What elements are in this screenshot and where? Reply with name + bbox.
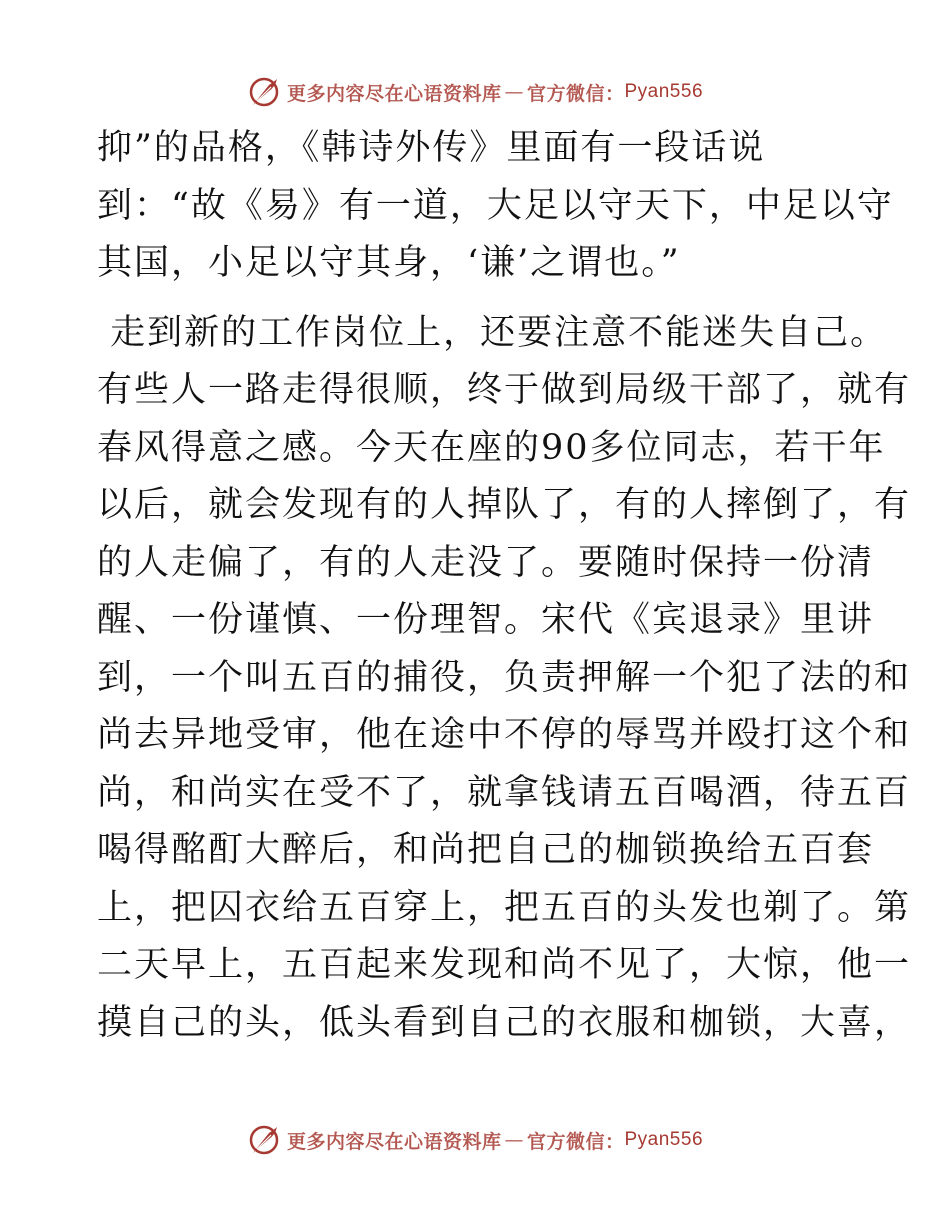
watermark-text: 更多内容尽在心语资料库 <box>286 82 502 105</box>
watermark-id: Pyan556 <box>624 1129 704 1150</box>
text-line: 其国，小足以守其身，‘谦’之谓也。” <box>97 243 681 283</box>
watermark-separator: — <box>504 1129 524 1151</box>
quill-circle-logo-icon <box>247 1123 281 1157</box>
watermark-label: 官方微信： <box>526 82 625 105</box>
paragraph-2 <box>97 305 912 1053</box>
quill-circle-logo-icon <box>247 75 281 109</box>
text-line: 摸自己的头，低头看到自己的衣服和枷锁，大喜， <box>97 1002 912 1043</box>
text-line: 上，把囚衣给五百穿上，把五百的头发也剃了。第 <box>97 887 912 928</box>
watermark-separator: — <box>504 81 524 103</box>
header-watermark <box>0 72 950 112</box>
text-line: 的人走偏了，有的人走没了。要随时保持一份清 <box>97 542 875 583</box>
footer-watermark <box>0 1120 950 1160</box>
watermark-id: Pyan556 <box>624 81 704 102</box>
text-line: 醒、一份谨慎、一份理智。宋代《宾退录》里讲 <box>97 600 875 640</box>
document-body <box>97 120 912 1052</box>
text-line: 二天早上，五百起来发现和尚不见了，大惊，他一 <box>97 945 912 985</box>
text-line: 到：“故《易》有一道，大足以守天下，中足以守 <box>97 185 894 226</box>
text-line: 抑”的品格，《韩诗外传》里面有一段话说 <box>97 128 766 168</box>
text-line: 有些人一路走得很顺，终于做到局级干部了，就有 <box>97 370 912 410</box>
watermark-text: 更多内容尽在心语资料库 <box>286 1130 502 1153</box>
text-line: 以后，就会发现有的人掉队了，有的人摔倒了，有 <box>97 485 912 525</box>
paragraph-1 <box>97 120 894 293</box>
text-line: 尚去异地受审，他在途中不停的辱骂并殴打这个和 <box>97 715 912 755</box>
text-line: 尚，和尚实在受不了，就拿钱请五百喝酒，待五百 <box>97 772 912 813</box>
text-line: 春风得意之感。今天在座的90多位同志，若干年 <box>97 427 886 468</box>
text-line: 走到新的工作岗位上，还要注意不能迷失自己。 <box>97 312 888 353</box>
text-line: 到，一个叫五百的捕役，负责押解一个犯了法的和 <box>97 657 912 698</box>
text-line: 喝得酩酊大醉后，和尚把自己的枷锁换给五百套 <box>97 830 875 870</box>
paragraph-gap <box>97 293 857 305</box>
watermark-label: 官方微信： <box>526 1130 625 1153</box>
